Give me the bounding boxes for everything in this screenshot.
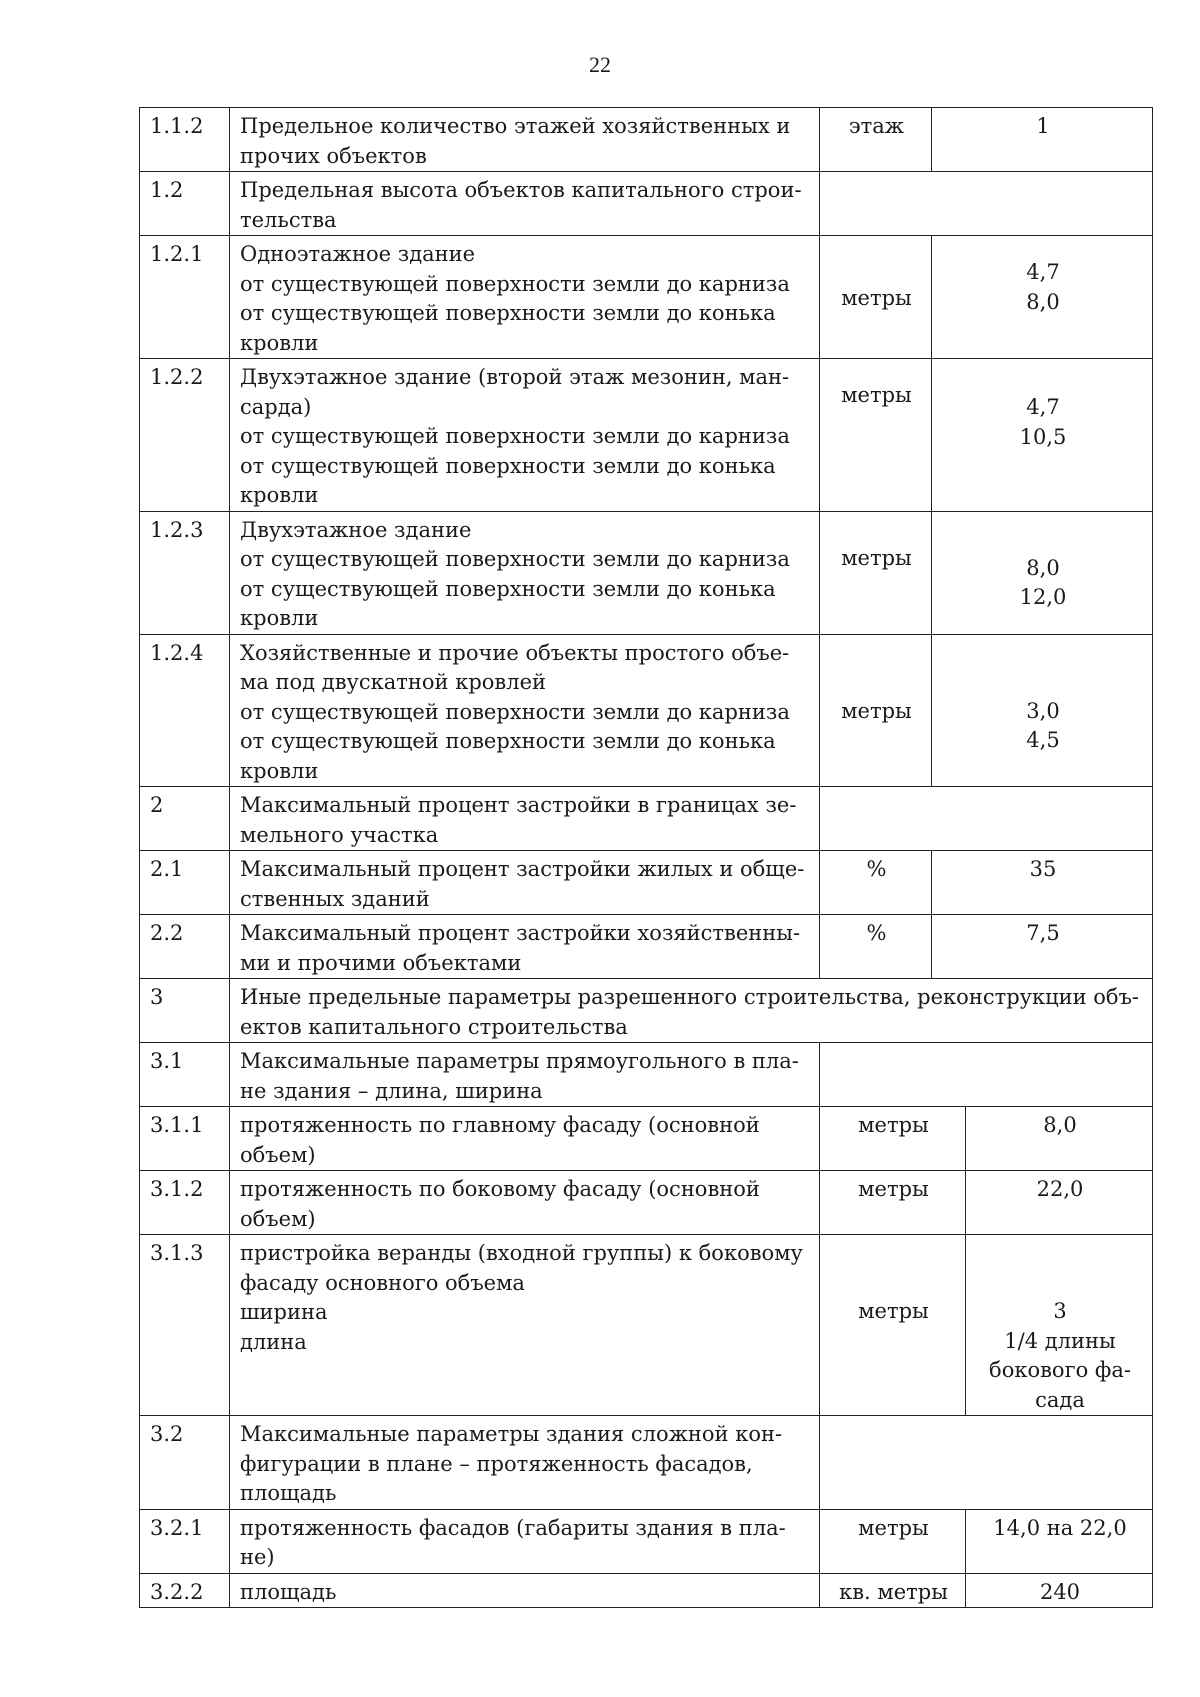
row-description: площадь — [230, 1573, 820, 1608]
table-row — [140, 1573, 1153, 1608]
row-value: 8,0 — [966, 1107, 1153, 1171]
row-value: 3 1/4 длины бокового фа- сада — [966, 1235, 1153, 1416]
row-unit: метры — [820, 1107, 966, 1171]
row-description: Иные предельные параметры разрешенного строительства, реконструкции объ- ектов капитального строительства — [230, 979, 1153, 1043]
row-value: 35 — [932, 851, 1153, 915]
row-unit: метры — [820, 359, 932, 512]
table-row — [140, 511, 1153, 634]
row-code: 3.2.1 — [140, 1509, 230, 1573]
page-number: 22 — [589, 52, 611, 77]
table-row — [140, 634, 1153, 787]
row-empty-cell — [820, 1416, 1153, 1510]
row-unit: метры — [820, 1509, 966, 1573]
table-row — [140, 851, 1153, 915]
row-value: 22,0 — [966, 1171, 1153, 1235]
row-description: протяженность фасадов (габариты здания в пла- не) — [230, 1509, 820, 1573]
row-description: Предельная высота объектов капитального строи- тельства — [230, 172, 820, 236]
row-value: 4,7 8,0 — [932, 236, 1153, 359]
row-description: протяженность по главному фасаду (основной объем) — [230, 1107, 820, 1171]
row-code: 1.2.3 — [140, 511, 230, 634]
row-value: 14,0 на 22,0 — [966, 1509, 1153, 1573]
row-description: пристройка веранды (входной группы) к боковому фасаду основного объема ширина длина — [230, 1235, 820, 1416]
table-row — [140, 1235, 1153, 1416]
row-code: 1.2.2 — [140, 359, 230, 512]
table-row — [140, 979, 1153, 1043]
row-code: 3.1 — [140, 1043, 230, 1107]
row-code: 3 — [140, 979, 230, 1043]
table-row — [140, 1509, 1153, 1573]
row-code: 2 — [140, 787, 230, 851]
parameters-table — [139, 107, 1153, 1608]
row-code: 3.1.3 — [140, 1235, 230, 1416]
row-unit: метры — [820, 1235, 966, 1416]
row-code: 3.2 — [140, 1416, 230, 1510]
row-unit: метры — [820, 511, 932, 634]
row-value: 1 — [932, 108, 1153, 172]
row-description: Максимальный процент застройки жилых и обще- ственных зданий — [230, 851, 820, 915]
row-description: Максимальные параметры здания сложной кон- фигурации в плане – протяженность фасадов, площадь — [230, 1416, 820, 1510]
table-row — [140, 1043, 1153, 1107]
table-row — [140, 1416, 1153, 1510]
row-description: протяженность по боковому фасаду (основной объем) — [230, 1171, 820, 1235]
table-row — [140, 1107, 1153, 1171]
table-row — [140, 359, 1153, 512]
row-value: 3,0 4,5 — [932, 634, 1153, 787]
row-code: 3.1.1 — [140, 1107, 230, 1171]
row-description: Двухэтажное здание от существующей поверхности земли до карниза от существующей поверхности земли до конька кровли — [230, 511, 820, 634]
table-row — [140, 915, 1153, 979]
table-row — [140, 108, 1153, 172]
row-unit: этаж — [820, 108, 932, 172]
row-value: 240 — [966, 1573, 1153, 1608]
row-empty-cell — [820, 787, 1153, 851]
row-description: Двухэтажное здание (второй этаж мезонин, ман- сарда) от существующей поверхности земли до карниза от существующей поверхности земли до конька кровли — [230, 359, 820, 512]
table-row — [140, 236, 1153, 359]
row-value: 8,0 12,0 — [932, 511, 1153, 634]
row-empty-cell — [820, 172, 1153, 236]
row-description: Максимальный процент застройки в границах зе- мельного участка — [230, 787, 820, 851]
row-unit: метры — [820, 236, 932, 359]
row-code: 1.2 — [140, 172, 230, 236]
row-code: 1.1.2 — [140, 108, 230, 172]
table-row — [140, 1171, 1153, 1235]
row-code: 3.2.2 — [140, 1573, 230, 1608]
row-unit: метры — [820, 1171, 966, 1235]
row-description: Максимальные параметры прямоугольного в пла- не здания – длина, ширина — [230, 1043, 820, 1107]
row-code: 1.2.1 — [140, 236, 230, 359]
row-value: 4,7 10,5 — [932, 359, 1153, 512]
row-description: Хозяйственные и прочие объекты простого объе- ма под двускатной кровлей от существующей поверхности земли до карниза от существующей поверхности земли до конька кровли — [230, 634, 820, 787]
row-unit: метры — [820, 634, 932, 787]
row-code: 2.1 — [140, 851, 230, 915]
row-description: Одноэтажное здание от существующей поверхности земли до карниза от существующей поверхности земли до конька кровли — [230, 236, 820, 359]
row-code: 3.1.2 — [140, 1171, 230, 1235]
row-code: 2.2 — [140, 915, 230, 979]
row-description: Предельное количество этажей хозяйственных и прочих объектов — [230, 108, 820, 172]
row-description: Максимальный процент застройки хозяйственны- ми и прочими объектами — [230, 915, 820, 979]
row-value: 7,5 — [932, 915, 1153, 979]
row-empty-cell — [820, 1043, 1153, 1107]
row-unit: кв. метры — [820, 1573, 966, 1608]
row-code: 1.2.4 — [140, 634, 230, 787]
row-unit: % — [820, 915, 932, 979]
table-row — [140, 787, 1153, 851]
row-unit: % — [820, 851, 932, 915]
table-row — [140, 172, 1153, 236]
